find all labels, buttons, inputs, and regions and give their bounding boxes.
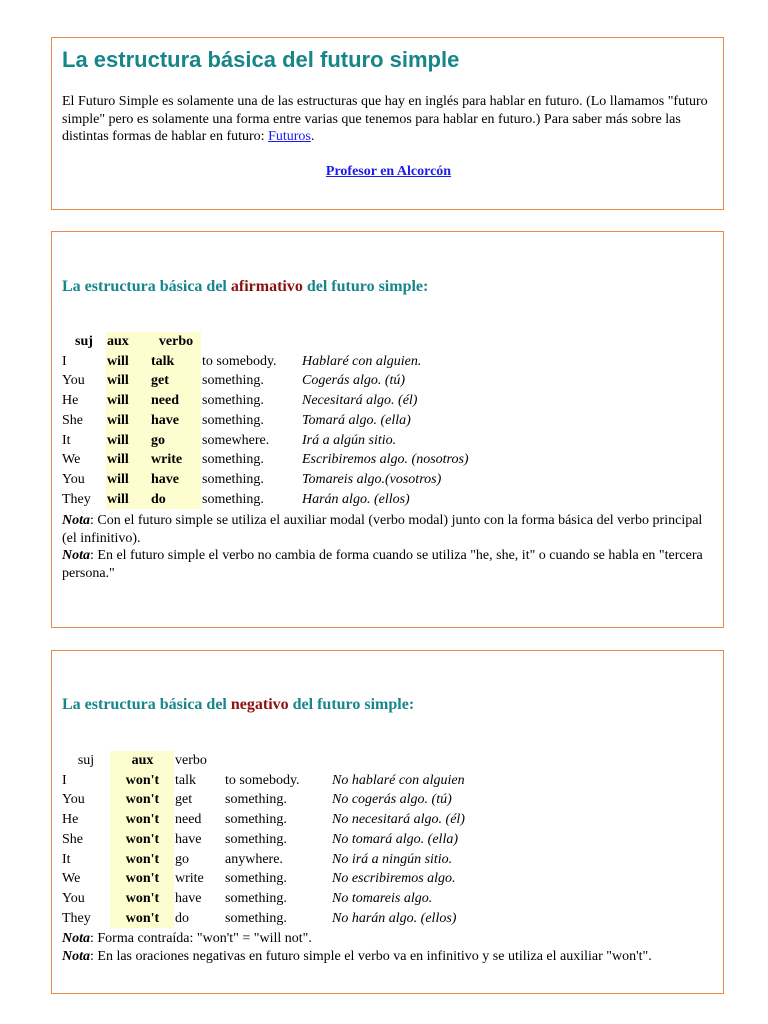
verb-cell: talk [150,352,201,372]
subject-cell: She [62,412,83,428]
translation-cell: No cogerás algo. (tú) [332,792,452,808]
complement-cell: something. [225,890,287,906]
affirmative-title-suffix: del futuro simple: [302,278,429,295]
translation-cell: No escribiremos algo. [332,871,456,887]
translation-cell: No harán algo. (ellos) [332,910,457,926]
translation-cell: Cogerás algo. (tú) [302,373,406,389]
table-row [61,352,469,372]
table-row [61,850,465,870]
verb-cell: have [150,411,201,431]
note-label: Nota [62,948,90,964]
aux-cell: won't [110,830,174,850]
header-aux: aux [110,751,174,771]
aux-cell: will [106,431,150,451]
header-aux: aux [106,332,150,352]
subject-cell: You [62,373,85,389]
negative-title-prefix: La estructura básica del [62,696,231,713]
negative-title [62,696,414,714]
complement-cell: something. [225,831,287,847]
header-suj: suj [77,753,95,768]
translation-cell: No tomará algo. (ella) [332,831,458,847]
note [62,948,712,966]
note [62,930,712,948]
aux-cell: will [106,371,150,391]
aux-cell: will [106,470,150,490]
header-suj: suj [75,334,93,349]
table-row [61,869,465,889]
translation-cell: Necesitará algo. (él) [302,393,418,409]
verb-cell: go [175,851,189,867]
negative-box [51,650,724,994]
affirmative-title [62,278,428,296]
subject-cell: You [62,792,85,808]
verb-cell: do [175,910,189,926]
verb-cell: have [150,470,201,490]
note [62,547,712,582]
negative-title-highlight: negativo [230,696,289,713]
aux-cell: will [106,391,150,411]
page-title: La estructura básica del futuro simple [62,47,460,72]
affirmative-table [61,332,469,509]
translation-cell: Tomará algo. (ella) [302,412,411,428]
table-header-row [61,332,469,352]
subject-cell: You [62,890,85,906]
aux-cell: will [106,450,150,470]
table-row [61,371,469,391]
subject-cell: I [62,772,67,788]
header-verbo: verbo [150,332,201,352]
aux-cell: will [106,411,150,431]
table-row [61,889,465,909]
futuros-link[interactable]: Futuros [268,129,311,144]
translation-cell: No tomareis algo. [332,890,433,906]
aux-cell: won't [110,850,174,870]
complement-cell: something. [202,491,264,507]
table-row [61,490,469,510]
note-text: : En las oraciones negativas en futuro simple el verbo va en infinitivo y se utiliza el auxiliar "won't". [90,948,652,964]
subject-cell: He [62,812,79,828]
header-verbo: verbo [175,753,207,768]
translation-cell: Tomareis algo.(vosotros) [302,471,442,487]
aux-cell: will [106,490,150,510]
verb-cell: do [150,490,201,510]
affirmative-title-highlight: afirmativo [230,278,303,295]
subject-cell: He [62,393,79,409]
aux-cell: won't [110,909,174,929]
table-row [61,470,469,490]
table-row [61,830,465,850]
aux-cell: won't [110,889,174,909]
aux-cell: won't [110,810,174,830]
table-row [61,790,465,810]
intro-text: El Futuro Simple es solamente una de las estructuras que hay en inglés para hablar en futuro. (Lo llamamos "futuro simple" pero es solamente una forma entre varias que tenemos para hablar en futuro.) Para saber más sobre las distintas formas de hablar en futuro: [62,94,708,144]
table-header-row [61,751,465,771]
note-text: : Forma contraída: "won't" = "will not". [90,931,312,946]
complement-cell: to somebody. [202,353,277,369]
intro-end: . [310,129,315,144]
verb-cell: have [175,890,202,906]
table-row [61,909,465,929]
header-empty [331,751,465,771]
note-text: : En el futuro simple el verbo no cambia de forma cuando se utiliza "he, she, it" o cuando se habla en "tercera persona." [62,548,703,581]
translation-cell: Hablaré con alguien. [302,353,422,369]
header-empty [201,332,301,352]
subject-cell: It [62,432,71,448]
subject-cell: We [62,452,81,468]
intro-box [51,37,724,210]
aux-cell: won't [110,869,174,889]
negative-table [61,751,465,928]
table-row [61,450,469,470]
note-label: Nota [62,931,90,946]
affirmative-box [51,231,724,628]
complement-cell: anywhere. [225,851,283,867]
verb-cell: need [150,391,201,411]
table-row [61,411,469,431]
verb-cell: have [175,831,202,847]
note-label: Nota [62,513,90,528]
negative-notes [62,930,712,965]
translation-cell: No irá a ningún sitio. [332,851,453,867]
profesor-link[interactable]: Profesor en Alcorcón [325,164,452,179]
verb-cell: get [150,371,201,391]
translation-cell: Escribiremos algo. (nosotros) [302,452,469,468]
table-row [61,810,465,830]
complement-cell: something. [225,812,287,828]
subject-cell: They [62,491,91,507]
complement-cell: to somebody. [225,772,300,788]
table-row [61,771,465,791]
table-row [61,391,469,411]
complement-cell: something. [225,792,287,808]
verb-cell: get [175,792,193,808]
subject-cell: I [62,353,67,369]
verb-cell: write [150,450,201,470]
translation-cell: No hablaré con alguien [332,772,465,788]
translation-cell: No necesitará algo. (él) [332,812,465,828]
subject-cell: We [62,871,81,887]
complement-cell: somewhere. [202,432,270,448]
table-row [61,431,469,451]
complement-cell: something. [202,412,264,428]
profesor-link-wrap [52,164,725,180]
header-empty [224,751,331,771]
note-text: : Con el futuro simple se utiliza el auxiliar modal (verbo modal) junto con la forma básica del verbo principal (el infinitivo). [62,513,703,546]
complement-cell: something. [202,471,264,487]
translation-cell: Irá a algún sitio. [302,432,397,448]
complement-cell: something. [225,871,287,887]
note-label: Nota [62,548,90,563]
subject-cell: She [62,831,83,847]
subject-cell: It [62,851,71,867]
aux-cell: won't [110,771,174,791]
verb-cell: write [175,871,204,887]
aux-cell: will [106,352,150,372]
verb-cell: go [150,431,201,451]
affirmative-notes [62,512,712,582]
affirmative-title-prefix: La estructura básica del [62,278,231,295]
negative-title-suffix: del futuro simple: [288,696,415,713]
note [62,512,712,547]
complement-cell: something. [202,393,264,409]
verb-cell: need [175,812,202,828]
complement-cell: something. [202,373,264,389]
subject-cell: They [62,910,91,926]
intro-paragraph [62,93,717,146]
subject-cell: You [62,471,85,487]
complement-cell: something. [202,452,264,468]
complement-cell: something. [225,910,287,926]
translation-cell: Harán algo. (ellos) [302,491,410,507]
aux-cell: won't [110,790,174,810]
verb-cell: talk [175,772,196,788]
header-empty [301,332,469,352]
